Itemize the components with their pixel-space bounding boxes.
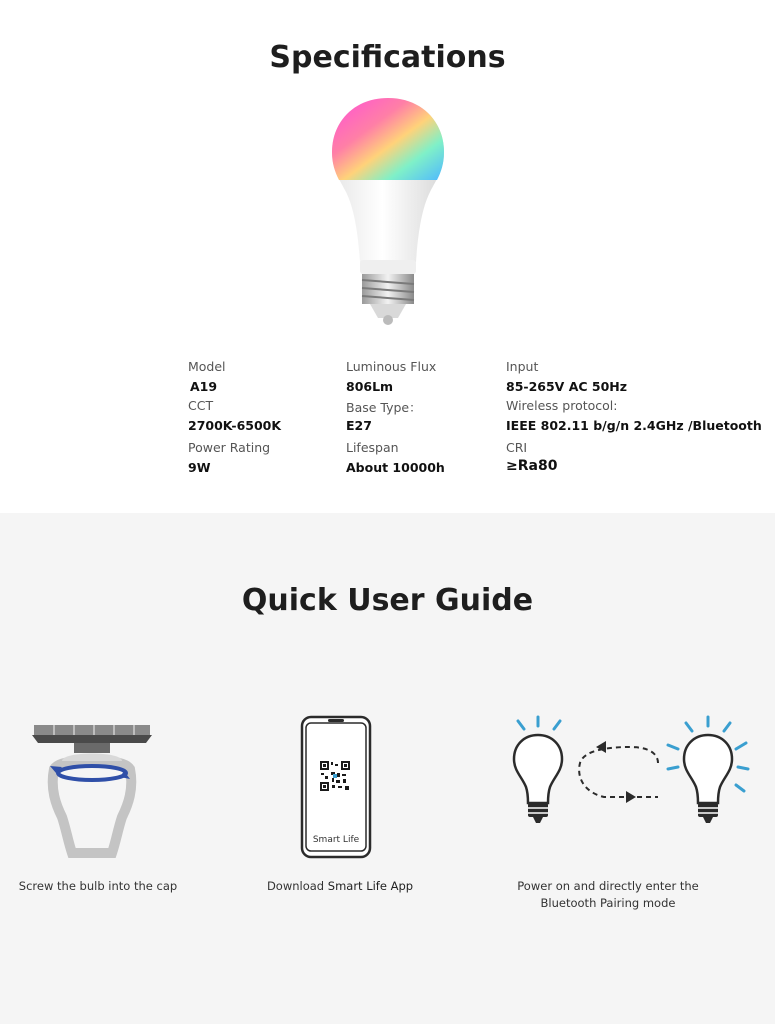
spec-label-wireless-protocol: Wireless protocol: (506, 398, 618, 413)
quick-guide-section (0, 513, 775, 1024)
step3-caption (488, 878, 728, 912)
spec-value-power-rating: 9W (188, 460, 211, 475)
step2-caption (240, 878, 440, 895)
spec-value-model: A19 (190, 379, 218, 394)
spec-label-power-rating: Power Rating (188, 440, 271, 455)
spec-label-base-type: Base Type： (346, 400, 422, 415)
spec-label-cct: CCT (188, 398, 214, 413)
step2-caption-app: Smart Life App (327, 879, 414, 893)
right-bulb-icon (684, 735, 732, 823)
left-bulb-icon (514, 735, 562, 823)
qr-code-icon (320, 761, 350, 791)
spec-value-cri: ≥Ra80 (506, 458, 558, 474)
step1-caption: Screw the bulb into the cap (18, 879, 178, 893)
spec-label-lifespan: Lifespan (346, 440, 399, 455)
step3-caption-line2: Bluetooth Pairing mode (540, 896, 676, 910)
spec-label-input: Input (506, 359, 539, 374)
spec-value-input: 85-265V AC 50Hz (506, 379, 628, 394)
step2-caption-prefix: Download (266, 879, 328, 893)
spec-label-cri: CRI (506, 440, 528, 455)
spec-value-base-type: E27 (346, 418, 372, 433)
step3-caption-line1: Power on and directly enter the (517, 879, 699, 893)
specifications-title: Specifications (269, 40, 506, 75)
spec-label-luminous-flux: Luminous Flux (346, 359, 437, 374)
screw-bulb-icon (28, 719, 156, 861)
spec-value-wireless-protocol: IEEE 802.11 b/g/n 2.4GHz /Bluetooth (506, 418, 762, 433)
pairing-bulbs-icon (508, 713, 752, 829)
phone-screen-label: Smart Life (312, 835, 360, 845)
quick-guide-title: Quick User Guide (241, 583, 534, 618)
spec-value-luminous-flux: 806Lm (346, 379, 394, 394)
spec-label-model: Model (188, 359, 226, 374)
spec-value-lifespan: About 10000h (346, 460, 445, 475)
spec-value-cct: 2700K-6500K (188, 418, 282, 433)
